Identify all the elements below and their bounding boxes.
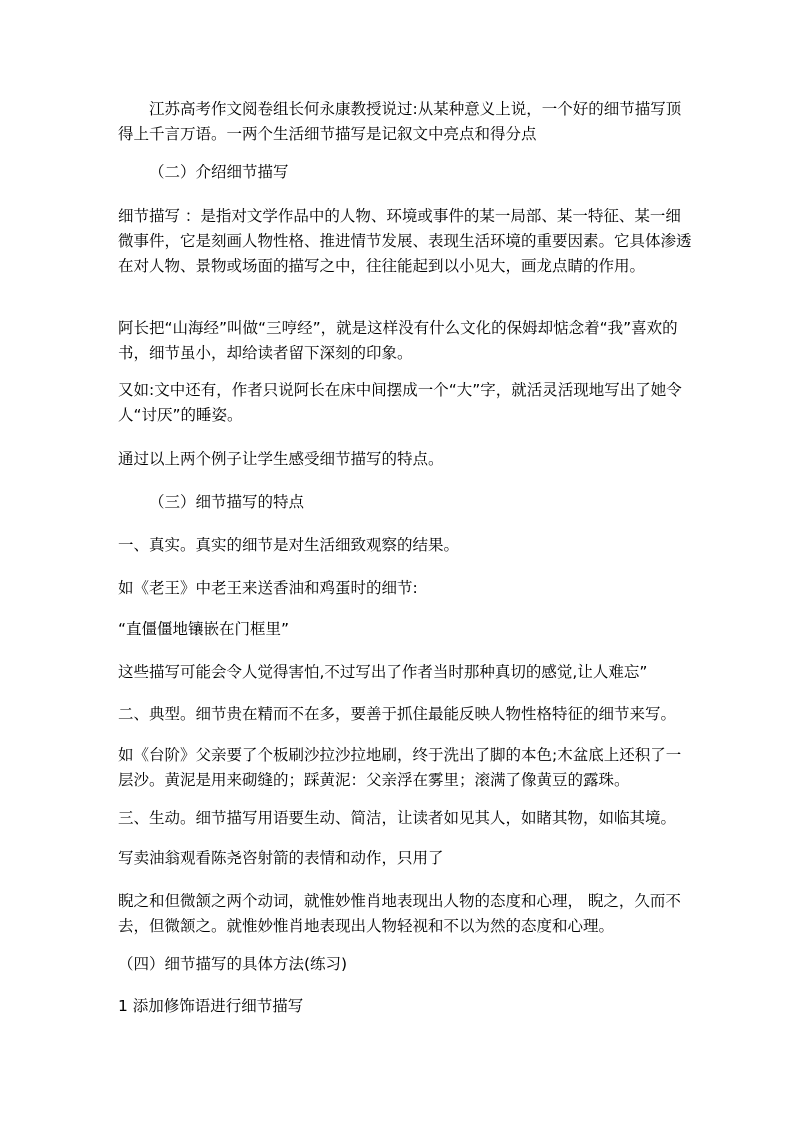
example-taijie: 如《台阶》父亲要了个板刷沙拉沙拉地刷，终于洗出了脚的本色;木盆底上还积了一层沙。黄泥是用来砌缝的；踩黄泥：父亲浮在雾里；滚满了像黄豆的露珠。 xyxy=(118,746,682,789)
definition-paragraph: 细节描写 ：是指对文学作品中的人物、环境或事件的某一局部、某一特征、某一细微事件，它是刻画人物性格、推进情节发展、表现生活环境的重要因素。它具体渗透在对人物、景物或场面的描写之中，往往能起到以小见大，画龙点睛的作用。 xyxy=(118,207,692,275)
example-laowang: 如《老王》中老王来送香油和鸡蛋时的细节: xyxy=(118,579,418,597)
section-heading-4: （四）细节描写的具体方法(练习) xyxy=(118,955,348,973)
intro-paragraph: 江苏高考作文阅卷组长何永康教授说过:从某种意义上说，一个好的细节描写顶得上千言万语。一两个生活细节描写是记叙文中亮点和得分点 xyxy=(118,100,682,143)
example-paragraph-1: 阿长把“山海经”叫做“三哼经”，就是这样没有什么文化的保姆却惦念着“我”喜欢的书，细节虽小，却给读者留下深刻的印象。 xyxy=(118,319,678,362)
feature-typical: 二、典型。细节贵在精而不在多，要善于抓住最能反映人物性格特征的细节来写。 xyxy=(118,705,677,723)
example-maiyouweng: 睨之和但微颔之两个动词，就惟妙惟肖地表现出人物的态度和心理， 睨之，久而不去，但微颔之。就惟妙惟肖地表现出人物轻视和不以为然的态度和心理。 xyxy=(118,892,681,935)
feature-vivid: 三、生动。细节描写用语要生动、简洁，让读者如见其人，如睹其物，如临其境。 xyxy=(118,809,677,827)
summary-paragraph: 通过以上两个例子让学生感受细节描写的特点。 xyxy=(118,450,444,468)
comment-laowang: 这些描写可能会令人觉得害怕,不过写出了作者当时那种真切的感觉,让人难忘” xyxy=(118,663,648,681)
quote-laowang: “直僵僵地镶嵌在门框里” xyxy=(118,620,290,638)
section-heading-2: （二）介绍细节描写 xyxy=(149,163,289,181)
example-paragraph-2: 又如:文中还有，作者只说阿长在床中间摆成一个“大”字，就活灵活现地写出了她令人“讨厌”的睡姿。 xyxy=(118,381,682,424)
example-maiyouweng-intro: 写卖油翁观看陈尧咨射箭的表情和动作，只用了 xyxy=(118,849,444,867)
feature-real: 一、真实。真实的细节是对生活细致观察的结果。 xyxy=(118,536,460,554)
method-1: 1 添加修饰语进行细节描写 xyxy=(118,997,304,1015)
section-heading-3: （三）细节描写的特点 xyxy=(149,493,305,511)
